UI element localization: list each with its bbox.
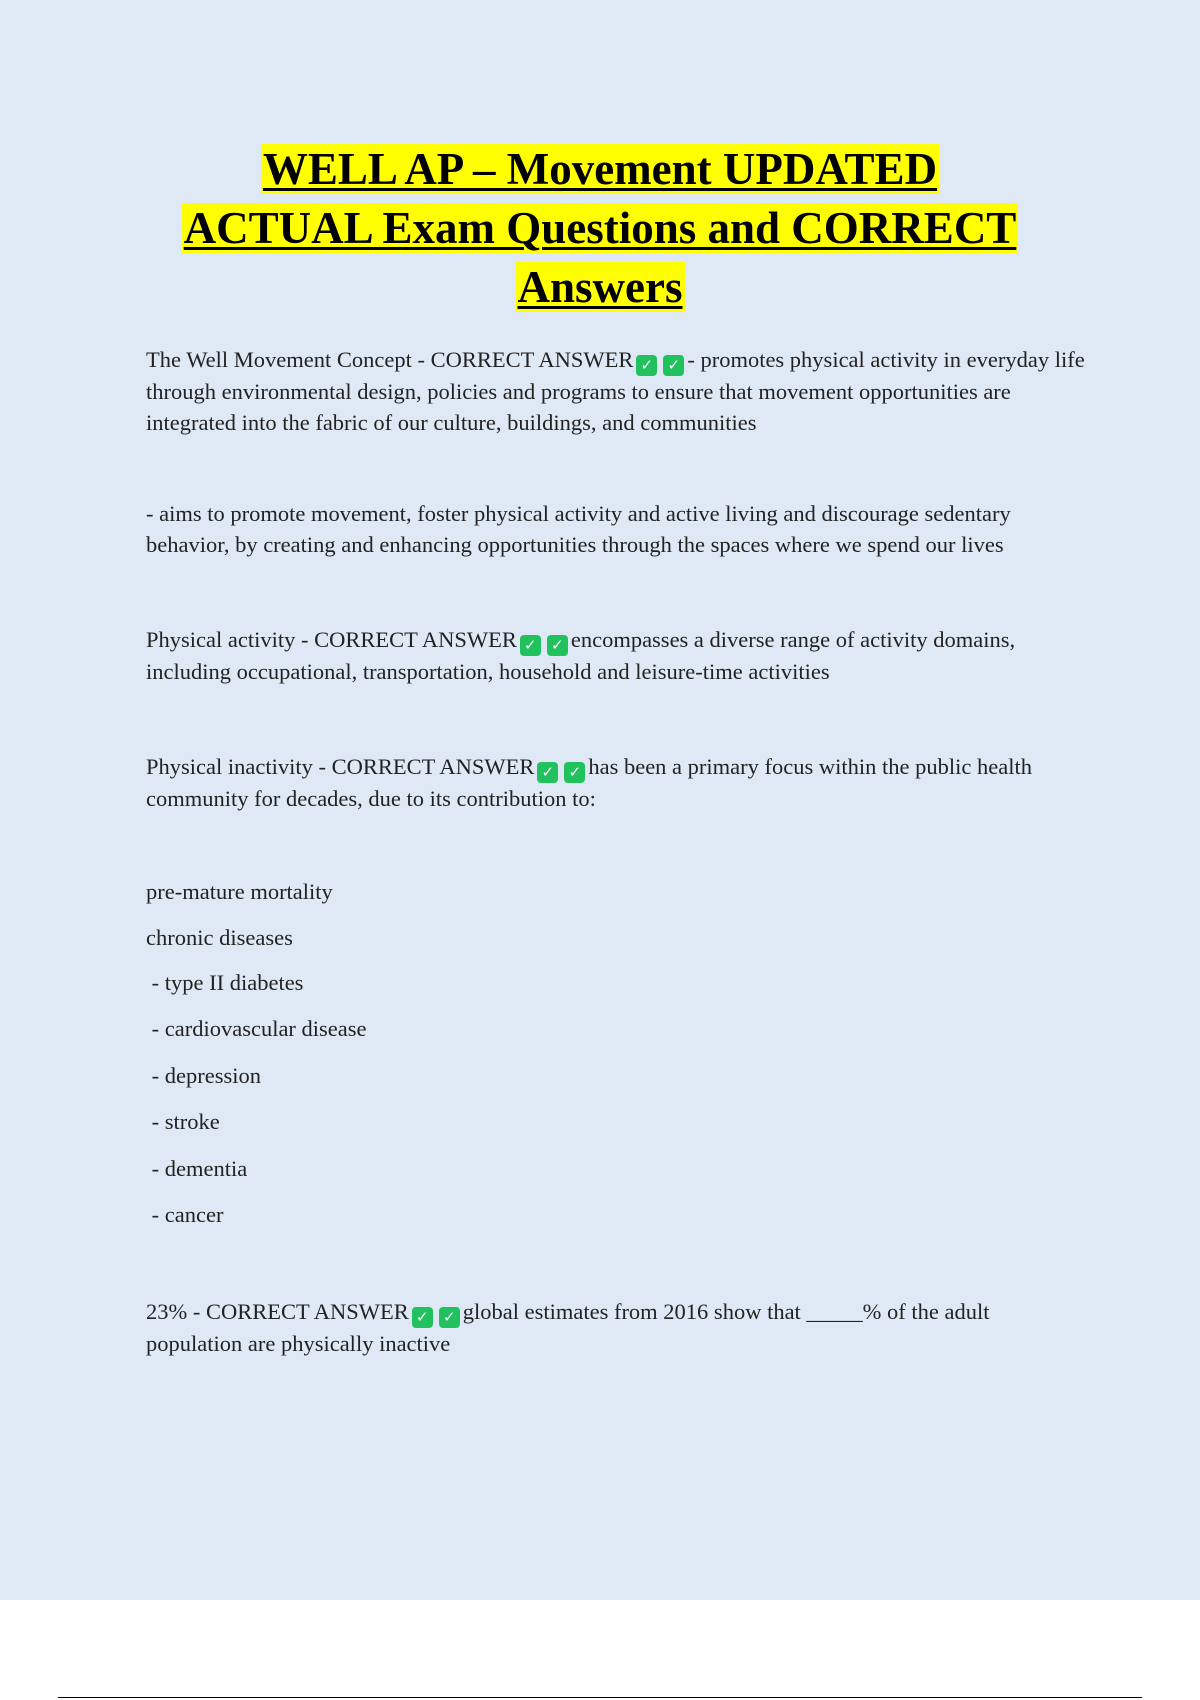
question-text: 23% - CORRECT ANSWER xyxy=(146,1299,409,1324)
qa-well-movement-continuation xyxy=(146,498,1086,560)
footer-divider xyxy=(58,1697,1142,1698)
check-icon: ✓ xyxy=(439,1307,460,1328)
question-text: Physical activity - CORRECT ANSWER xyxy=(146,627,517,652)
answer-text: global estimates from 2016 show that _____% of the adult population are physically inactive xyxy=(146,1299,990,1356)
title-line-2: ACTUAL Exam Questions and CORRECT xyxy=(183,203,1017,253)
list-item: - cardiovascular disease xyxy=(146,1016,367,1041)
list-item: - cancer xyxy=(146,1202,224,1227)
list-item: - stroke xyxy=(146,1109,220,1134)
list-item: - dementia xyxy=(146,1156,248,1181)
answer-text: encompasses a diverse range of activity domains, including occupational, transportation, household and leisure-time activities xyxy=(146,627,1016,684)
list-item: chronic diseases xyxy=(146,925,293,950)
check-icon: ✓ xyxy=(564,762,585,783)
title-line-3: Answers xyxy=(517,262,683,312)
question-text: The Well Movement Concept - CORRECT ANSWER xyxy=(146,347,634,372)
answer-text: - promotes physical activity in everyday life through environmental design, policies and programs to ensure that movement opportunities are integrated into the fabric of our culture, buildings, and communities xyxy=(146,347,1085,435)
document-title xyxy=(0,140,1200,317)
title-line-1: WELL AP – Movement UPDATED xyxy=(262,144,938,194)
qa-well-movement-concept xyxy=(146,344,1086,438)
question-text: Physical inactivity - CORRECT ANSWER xyxy=(146,754,535,779)
list-item: - depression xyxy=(146,1063,261,1088)
list-item: pre-mature mortality xyxy=(146,879,333,904)
check-icon: ✓ xyxy=(412,1307,433,1328)
check-icon: ✓ xyxy=(520,635,541,656)
check-icon: ✓ xyxy=(663,355,684,376)
qa-physical-inactivity xyxy=(146,751,1086,814)
answer-text: has been a primary focus within the public health community for decades, due to its contribution to: xyxy=(146,754,1032,811)
answer-text: - aims to promote movement, foster physical activity and active living and discourage sedentary behavior, by creating and enhancing opportunities through the spaces where we spend our lives xyxy=(146,501,1011,557)
list-item: - type II diabetes xyxy=(146,970,304,995)
qa-23-percent xyxy=(146,1296,1086,1359)
check-icon: ✓ xyxy=(636,355,657,376)
check-icon: ✓ xyxy=(537,762,558,783)
qa-physical-activity xyxy=(146,624,1086,687)
check-icon: ✓ xyxy=(547,635,568,656)
